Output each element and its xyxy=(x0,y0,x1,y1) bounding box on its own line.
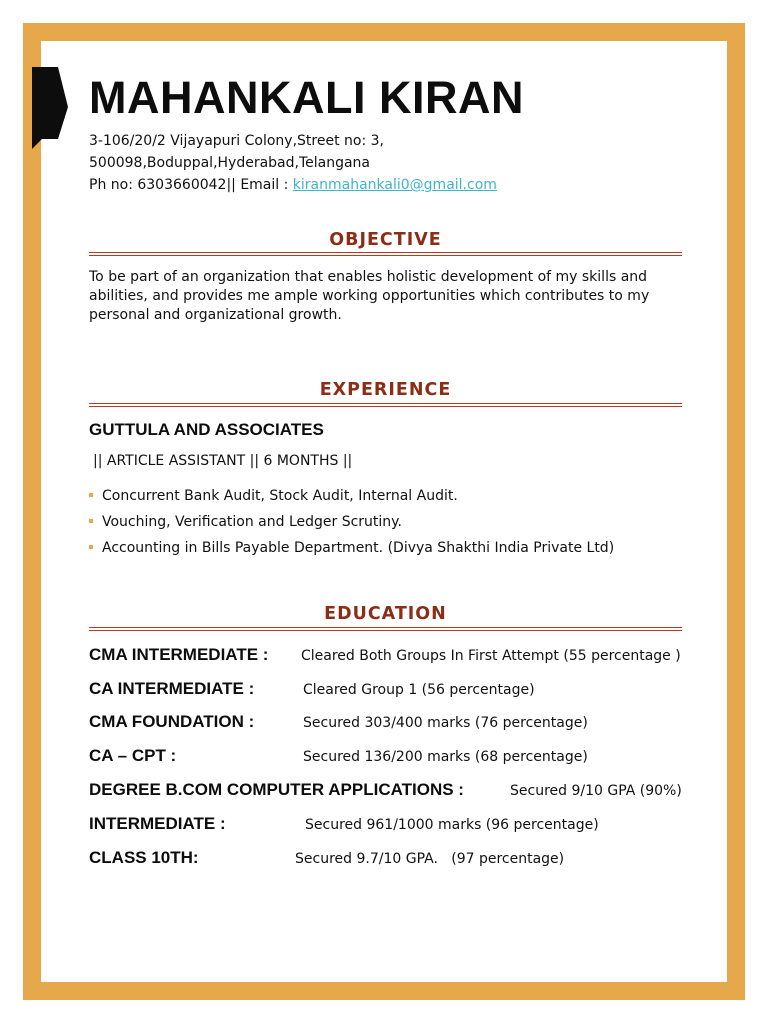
objective-heading: OBJECTIVE xyxy=(329,230,442,250)
experience-divider xyxy=(89,403,682,407)
education-divider xyxy=(89,627,682,631)
education-label: CMA INTERMEDIATE : xyxy=(89,645,269,664)
education-value: Cleared Both Groups In First Attempt (55 percentage ) xyxy=(301,648,681,664)
objective-text xyxy=(89,268,679,325)
experience-item-text: Vouching, Verification and Ledger Scrutiny. xyxy=(102,514,402,530)
experience-heading: EXPERIENCE xyxy=(319,380,452,400)
education-value: Secured 9/10 GPA (90%) xyxy=(510,783,682,799)
education-label: DEGREE B.COM COMPUTER APPLICATIONS : xyxy=(89,780,464,799)
education-value: Secured 961/1000 marks (96 percentage) xyxy=(305,817,599,833)
list-item xyxy=(89,535,614,561)
objective-line-1: To be part of an organization that enables holistic development of my skills and xyxy=(89,269,648,285)
phone-email-line xyxy=(89,174,497,196)
objective-line-2: abilities, and provides me ample working opportunities which contributes to my xyxy=(89,288,650,304)
education-label: CLASS 10TH: xyxy=(89,848,199,867)
address-line-1: 3-106/20/2 Vijayapuri Colony,Street no: 3, xyxy=(89,133,384,149)
education-value: Secured 136/200 marks (68 percentage) xyxy=(303,749,588,765)
experience-item-text: Accounting in Bills Payable Department. (Divya Shakthi India Private Ltd) xyxy=(102,540,615,556)
experience-item-text: Concurrent Bank Audit, Stock Audit, Internal Audit. xyxy=(102,488,458,504)
header-flag-icon xyxy=(32,67,68,149)
email-link[interactable]: kiranmahankali0@gmail.com xyxy=(292,177,497,193)
bullet-icon xyxy=(89,545,93,549)
education-heading: EDUCATION xyxy=(324,604,447,624)
bullet-icon xyxy=(89,519,93,523)
contact-block xyxy=(89,130,497,196)
education-value: Secured 9.7/10 GPA. (97 percentage) xyxy=(295,851,565,867)
address-line-2: 500098,Boduppal,Hyderabad,Telangana xyxy=(89,155,371,171)
phone-label: Ph no: 6303660042|| Email : xyxy=(89,177,293,193)
experience-list xyxy=(89,483,614,561)
list-item xyxy=(89,483,614,509)
objective-divider xyxy=(89,252,682,256)
applicant-name: MAHANKALI KIRAN xyxy=(89,72,524,123)
education-label: CMA FOUNDATION : xyxy=(89,712,255,731)
job-role: || ARTICLE ASSISTANT || 6 MONTHS || xyxy=(93,453,353,469)
education-value: Cleared Group 1 (56 percentage) xyxy=(303,682,535,698)
objective-line-3: personal and organizational growth. xyxy=(89,307,342,323)
education-value: Secured 303/400 marks (76 percentage) xyxy=(303,715,588,731)
education-label: CA INTERMEDIATE : xyxy=(89,679,255,698)
list-item xyxy=(89,509,614,535)
company-name: GUTTULA AND ASSOCIATES xyxy=(89,420,324,439)
education-label: INTERMEDIATE : xyxy=(89,814,226,833)
education-label: CA – CPT : xyxy=(89,746,177,765)
bullet-icon xyxy=(89,493,93,497)
